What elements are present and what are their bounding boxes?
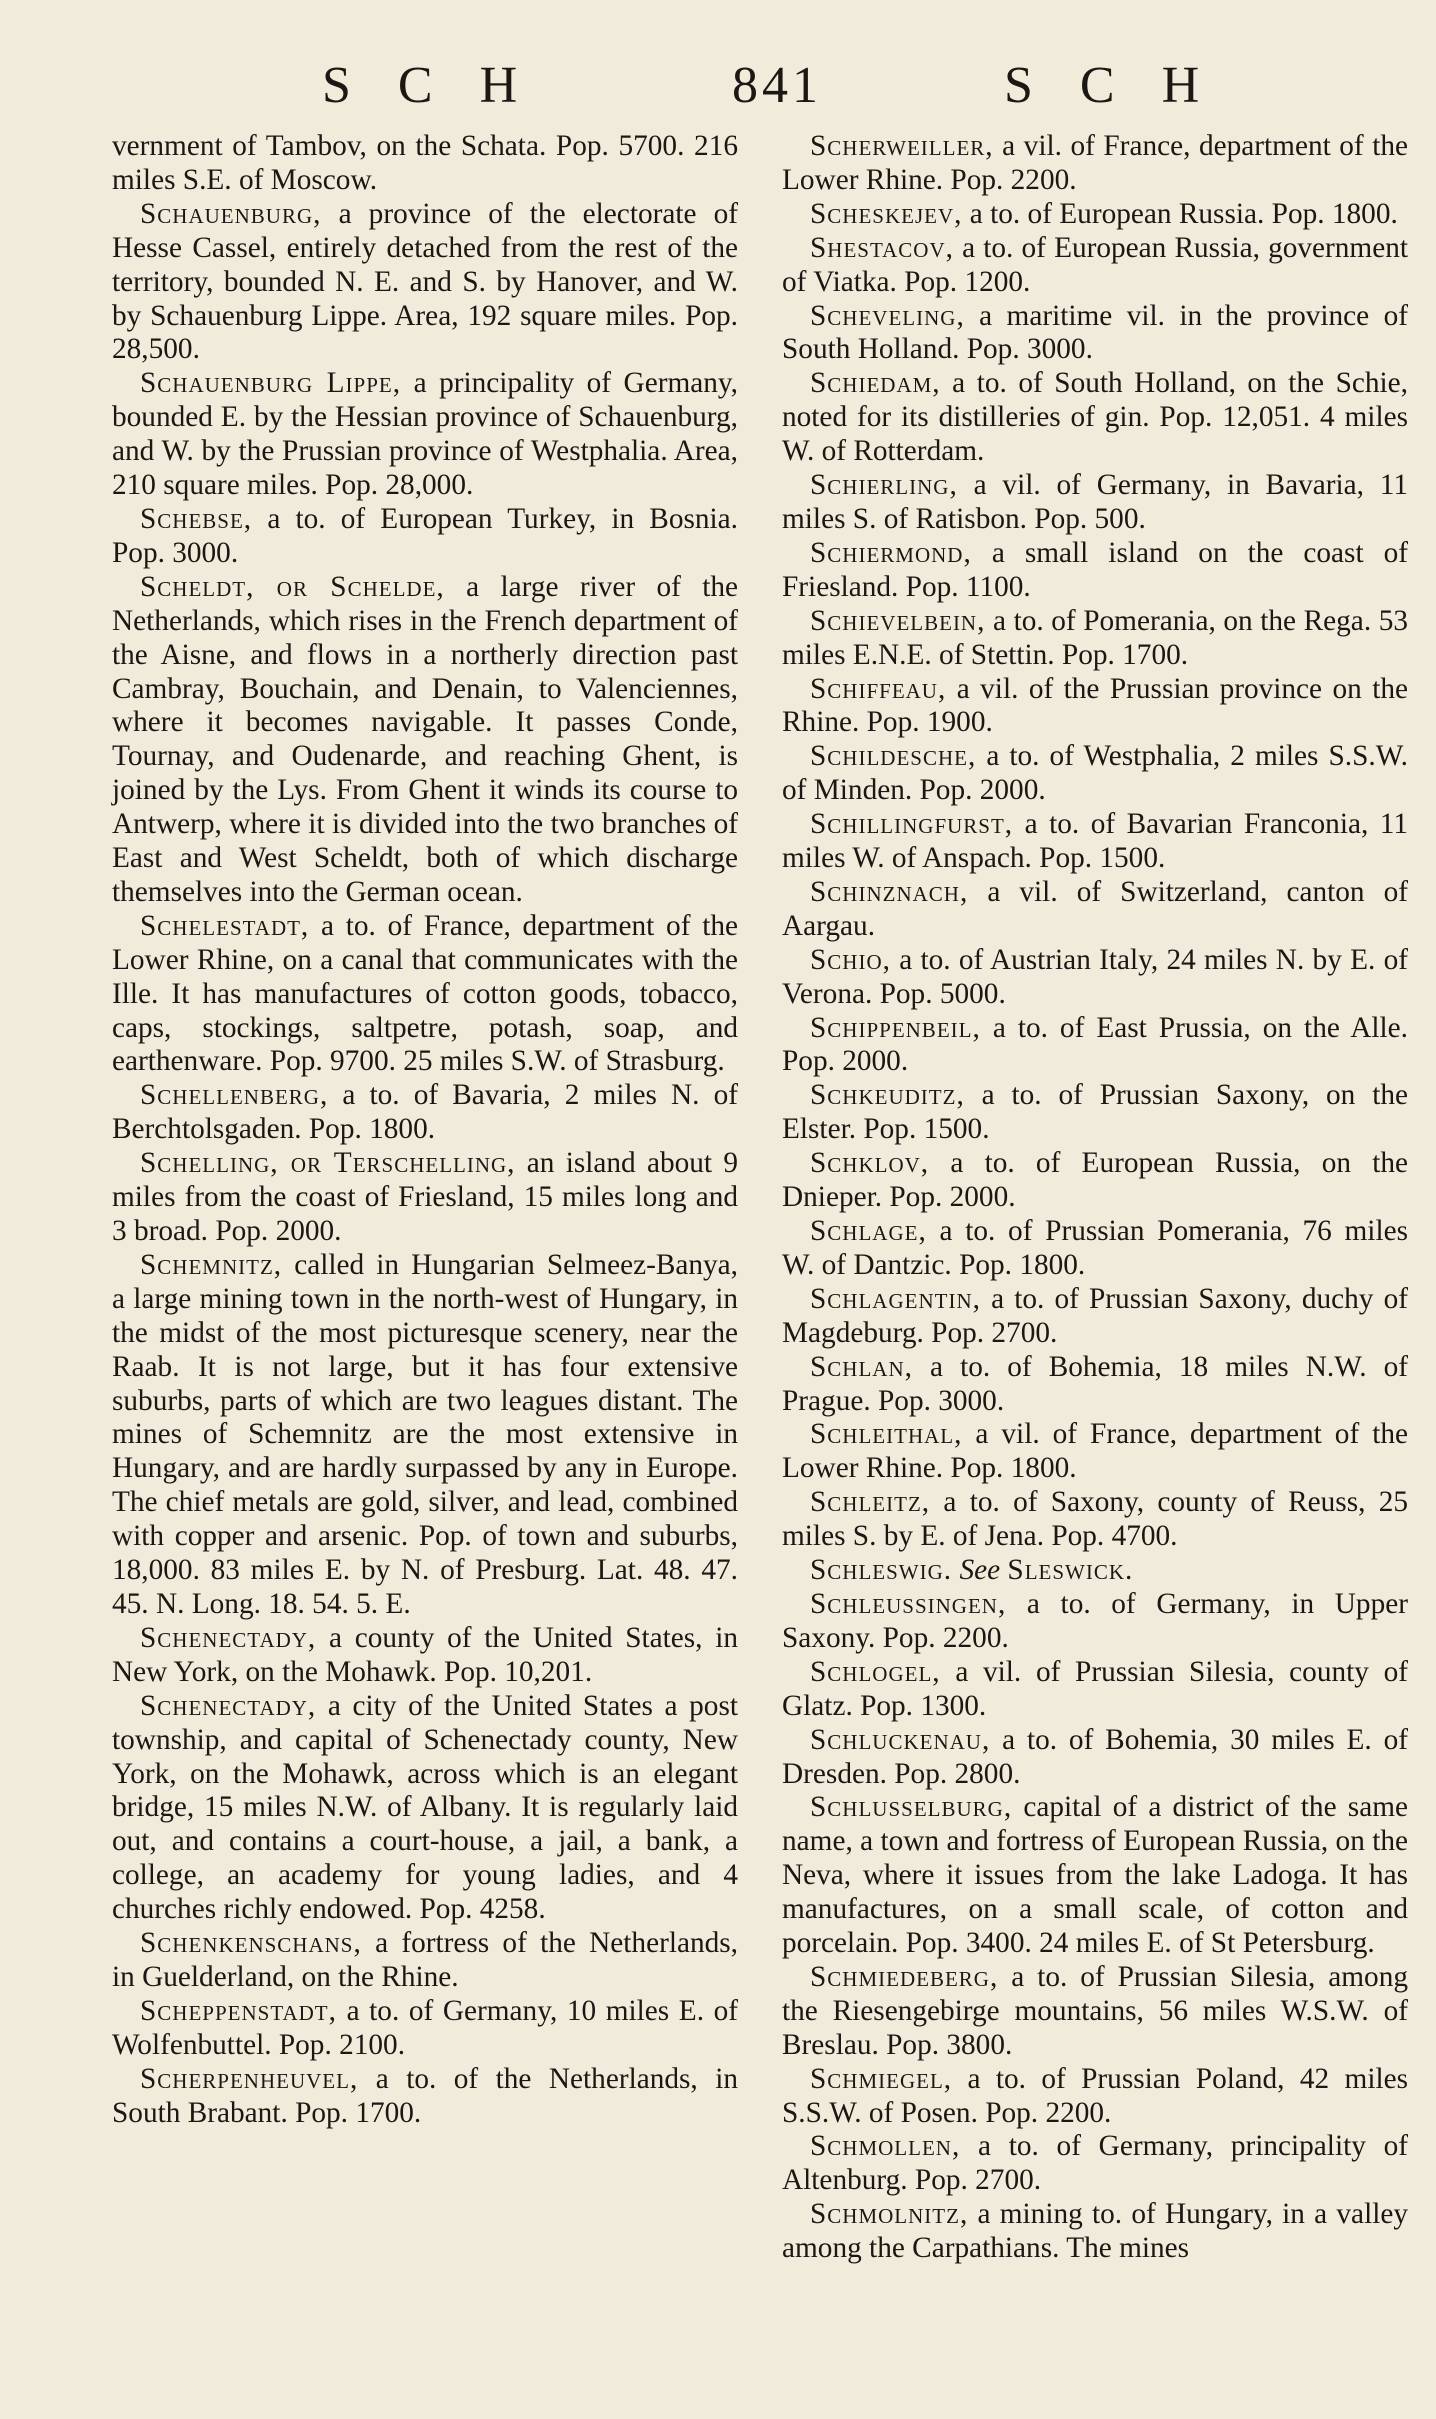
entry-text: a to. of East Prussia, on the Alle. Pop. 2000. (782, 1011, 1409, 1078)
entry-headword: Scherweiller, (810, 130, 994, 162)
entry-see-reference: See (959, 1554, 1001, 1587)
entry-headword: Scherpenheuvel, (140, 2062, 359, 2095)
gazetteer-entry (782, 367, 1408, 469)
entry-headword: Scheskejev, (810, 197, 963, 230)
entry-headword: Schiermond, (810, 536, 972, 569)
entry-text: a fortress of the Netherlands, in Guelderland, on the Rhine. (112, 1927, 738, 1993)
gazetteer-entry (112, 1927, 738, 1995)
entry-text: a maritime vil. in the province of South Holland. Pop. 3000. (782, 299, 1408, 366)
entry-text: a to. of Saxony, county of Reuss, 25 miles S. by E. of Jena. Pop. 4700. (782, 1486, 1409, 1553)
entry-headword: Schkeuditz, (810, 1079, 965, 1112)
entry-headword: Schebse, (140, 502, 253, 535)
entry-headword: Schiedam, (810, 367, 941, 400)
entry-headword: Schlusselburg, (810, 1791, 1013, 1824)
entry-text: a to. of European Russia. Pop. 1800. (969, 197, 1398, 230)
entry-headword: Scheveling, (810, 299, 965, 332)
entry-headword: Schleswig. (810, 1554, 953, 1587)
entry-headword: Schildesche, (810, 740, 977, 773)
entry-headword: Schlage, (810, 1215, 927, 1247)
entry-headword: Schmolnitz, (810, 2198, 969, 2231)
entry-headword: Schmiegel, (810, 2062, 953, 2095)
entry-text: a to. of Pomerania, on the Rega. 53 miles E.N.E. of Stettin. Pop. 1700. (782, 604, 1409, 671)
gazetteer-entry (112, 2063, 738, 2131)
entry-headword: Schenkenschans, (140, 1927, 362, 1960)
gazetteer-entry (782, 130, 1408, 198)
entry-headword: Schelestadt, (140, 909, 310, 942)
entry-text: a county of the United States, in New York, on the Mohawk. Pop. 10,201. (112, 1621, 738, 1688)
entry-text: a vil. of Prussian Silesia, county of Glatz. Pop. 1300. (782, 1655, 1409, 1722)
entry-text: a vil. of France, department of the Lower Rhine. Pop. 2200. (782, 130, 1408, 196)
entry-headword: Schlagentin, (810, 1282, 981, 1315)
entry-text: a to. of Prussian Silesia, among the Riesengebirge mountains, 56 miles W.S.W. of Breslau. Pop. 3800. (782, 1960, 1408, 2061)
entry-text: a to. of Prussian Pomerania, 76 miles W. of Dantzic. Pop. 1800. (782, 1215, 1408, 1281)
gazetteer-entry (782, 232, 1408, 300)
gazetteer-entry (782, 1486, 1408, 1554)
entry-text: a to. of Bohemia, 18 miles N.W. of Prague. Pop. 3000. (782, 1350, 1408, 1417)
entry-text: a province of the electorate of Hesse Cassel, entirely detached from the rest of the territory, bounded N. E. and S. by Hanover, and W. by Schauenburg Lippe. Area, 192 square miles. Pop. 28,500. (112, 197, 739, 366)
entry-headword: Schmollen, (810, 2130, 961, 2163)
entry-headword: Schenectady, (140, 1689, 317, 1722)
entry-headword: Schievelbein, (810, 604, 986, 637)
entry-text: a to. of Prussian Saxony, duchy of Magdeburg. Pop. 2700. (782, 1282, 1408, 1349)
entry-text: vernment of Tambov, on the Schata. Pop. 5700. 216 miles S.E. of Moscow. (112, 130, 738, 196)
gazetteer-entry (112, 1622, 738, 1690)
entry-text: a mining to. of Hungary, in a valley among the Carpathians. The mines (782, 2198, 1408, 2265)
entry-headword: Scheldt, or Schelde, (140, 570, 445, 603)
entry-headword: Schauenburg, (140, 197, 322, 230)
gazetteer-entry (782, 1079, 1408, 1147)
gazetteer-entry (782, 1656, 1408, 1724)
gazetteer-entry (782, 944, 1408, 1012)
entry-text: a vil. of Germany, in Bavaria, 11 miles S. of Ratisbon. Pop. 500. (782, 469, 1409, 535)
gazetteer-entry (782, 469, 1408, 537)
gazetteer-entry (782, 1961, 1408, 2063)
gazetteer-entry (112, 503, 738, 571)
gazetteer-entry (782, 808, 1408, 876)
gazetteer-entry (112, 1690, 738, 1927)
entry-text: capital of a district of the same name, a town and fortress of European Russia, on the Neva, where it issues from the lake Ladoga. It has manufactures, on a small scale, of cotton and porcelain. Pop. 3400. 24 miles E. of St Petersburg. (782, 1791, 1408, 1960)
entry-headword: Schluckenau, (810, 1723, 991, 1756)
gazetteer-entry (782, 2063, 1408, 2131)
entry-text: a to. of European Russia, on the Dnieper. Pop. 2000. (782, 1147, 1409, 1214)
gazetteer-entry (782, 1351, 1408, 1419)
entry-headword: Schierling, (810, 469, 958, 502)
entry-text: a city of the United States a post township, and capital of Schenectady county, New York, on the Mohawk, across which is an elegant bridge, 15 miles N.W. of Albany. It is regularly laid out, and contains a court-house, a jail, a bank, a college, an academy for young ladies, and 4 churches richly endowed. Pop. 4258. (112, 1689, 738, 1926)
gazetteer-entry (112, 367, 738, 503)
entry-text: called in Hungarian Selmeez-Banya, a large mining town in the north-west of Hungary, in the midst of the most picturesque scenery, near the Raab. It is not large, but it has four extensive suburbs, parts of which are two leagues distant. The mines of Schemnitz are the most extensive in Hungary, and are hardly surpassed by any in Europe. The chief metals are gold, silver, and lead, combined with copper and arsenic. Pop. of town and suburbs, 18,000. 83 miles E. by N. of Presburg. Lat. 48. 47. 45. N. Long. 18. 54. 5. E. (112, 1248, 738, 1620)
gazetteer-entry (782, 1283, 1408, 1351)
header-left-guideword: S C H (322, 57, 522, 114)
entry-headword: Schippenbeil, (810, 1011, 981, 1044)
entry-text: a to. of Prussian Saxony, on the Elster. Pop. 1500. (782, 1079, 1408, 1146)
entry-text: a to. of Westphalia, 2 miles S.S.W. of Minden. Pop. 2000. (782, 740, 1408, 807)
header-right-guideword: S C H (1004, 57, 1204, 114)
entry-headword: Schklov, (810, 1147, 930, 1180)
entry-headword: Schellenberg, (140, 1079, 329, 1112)
gazetteer-entry (782, 300, 1408, 368)
entry-headword: Schauenburg Lippe, (140, 367, 402, 400)
running-header (0, 56, 1436, 116)
entry-text: a to. of Germany, principality of Altenburg. Pop. 2700. (782, 2130, 1408, 2197)
entry-headword: Schinznach, (810, 875, 969, 908)
entry-headword: Schleithal, (810, 1418, 963, 1451)
entry-text: a to. of Prussian Poland, 42 miles S.S.W. of Posen. Pop. 2200. (782, 2062, 1408, 2129)
gazetteer-entry (112, 1995, 738, 2063)
entry-text: a principality of Germany, bounded E. by the Hessian province of Schauenburg, and W. by the Prussian province of Westphalia. Area, 210 square miles. Pop. 28,000. (112, 367, 738, 502)
gazetteer-entry (782, 740, 1408, 808)
entry-text: Sleswick. (1007, 1554, 1134, 1587)
entry-headword: Schleitz, (810, 1486, 931, 1519)
entry-text: a large river of the Netherlands, which rises in the French department of the Aisne, and flows in a northerly direction past Cambray, Bouchain, and Denain, to Valenciennes, where it becomes navigable. It passes Conde, Tournay, and Oudenarde, and reaching Ghent, is joined by the Lys. From Ghent it winds its course to Antwerp, where it is divided into the two branches of East and West Scheldt, both of which discharge themselves into the German ocean. (112, 570, 739, 908)
entry-text: a to. of Bavaria, 2 miles N. of Berchtolsgaden. Pop. 1800. (112, 1079, 739, 1146)
gazetteer-entry (782, 1554, 1408, 1588)
entry-headword: Schillingfurst, (810, 808, 1014, 841)
entry-text: a to. of Austrian Italy, 24 miles N. by E. of Verona. Pop. 5000. (782, 943, 1409, 1010)
gazetteer-entry (112, 1079, 738, 1147)
gazetteer-entry (782, 2130, 1408, 2198)
gazetteer-entry (782, 605, 1408, 673)
gazetteer-entry (782, 1791, 1408, 1961)
gazetteer-entry (112, 1249, 738, 1622)
entry-headword: Scheppenstadt, (140, 1994, 337, 2027)
entry-headword: Schemnitz, (140, 1248, 283, 1281)
entry-text: a vil. of France, department of the Lower Rhine. Pop. 1800. (782, 1418, 1408, 1485)
entry-headword: Schlogel, (810, 1655, 941, 1688)
entry-headword: Schelling, or Terschelling, (140, 1147, 516, 1180)
left-column (112, 130, 738, 2130)
entry-text: a vil. of Switzerland, canton of Aargau. (782, 875, 1408, 942)
entry-headword: Schio, (810, 943, 891, 976)
gazetteer-entry (112, 198, 738, 368)
page-number: 841 (732, 57, 822, 114)
gazetteer-entry (112, 910, 738, 1080)
entry-text: a to. of Bavarian Franconia, 11 miles W. of Anspach. Pop. 1500. (782, 808, 1408, 875)
gazetteer-entry (782, 1418, 1408, 1486)
entry-headword: Schleussingen, (810, 1587, 1007, 1620)
gazetteer-entry (112, 571, 738, 910)
entry-text: a to. of Germany, 10 miles E. of Wolfenbuttel. Pop. 2100. (112, 1994, 739, 2061)
gazetteer-entry (782, 1012, 1408, 1080)
gazetteer-entry (112, 130, 738, 198)
entry-text: a small island on the coast of Friesland. Pop. 1100. (782, 536, 1409, 603)
gazetteer-entry (782, 1215, 1408, 1283)
entry-text: a to. of France, department of the Lower Rhine, on a canal that communicates with the Ille. It has manufactures of cotton goods, tobacco, caps, stockings, saltpetre, potash, soap, and earthenware. Pop. 9700. 25 miles S.W. of Strasburg. (112, 909, 738, 1078)
gazetteer-entry (782, 198, 1408, 232)
entry-headword: Schmiedeberg, (810, 1960, 999, 1993)
entry-headword: Schiffeau, (810, 672, 947, 705)
gazetteer-entry (782, 1588, 1408, 1656)
gazetteer-entry (782, 1147, 1408, 1215)
entry-text: a to. of the Netherlands, in South Brabant. Pop. 1700. (112, 2062, 738, 2129)
gazetteer-entry (782, 537, 1408, 605)
entry-text: a to. of European Turkey, in Bosnia. Pop. 3000. (112, 502, 738, 569)
entry-text: a to. of European Russia, government of Viatka. Pop. 1200. (782, 231, 1408, 298)
entry-text: a to. of Germany, in Upper Saxony. Pop. 2200. (782, 1587, 1408, 1654)
gazetteer-entry (782, 673, 1408, 741)
gazetteer-entry (112, 1147, 738, 1249)
right-column (782, 130, 1408, 2266)
entry-headword: Shestacov, (810, 231, 954, 264)
entry-text: a vil. of the Prussian province on the Rhine. Pop. 1900. (782, 672, 1408, 739)
gazetteer-entry (782, 2198, 1408, 2266)
gazetteer-entry (782, 876, 1408, 944)
entry-text: a to. of Bohemia, 30 miles E. of Dresden. Pop. 2800. (782, 1723, 1408, 1790)
entry-text: an island about 9 miles from the coast of Friesland, 15 miles long and 3 broad. Pop. 2000. (112, 1147, 738, 1247)
entry-headword: Schenectady, (140, 1621, 317, 1654)
entry-headword: Schlan, (810, 1350, 913, 1383)
gazetteer-entry (782, 1724, 1408, 1792)
entry-text: a to. of South Holland, on the Schie, noted for its distilleries of gin. Pop. 12,051. 4 miles W. of Rotterdam. (782, 367, 1408, 468)
